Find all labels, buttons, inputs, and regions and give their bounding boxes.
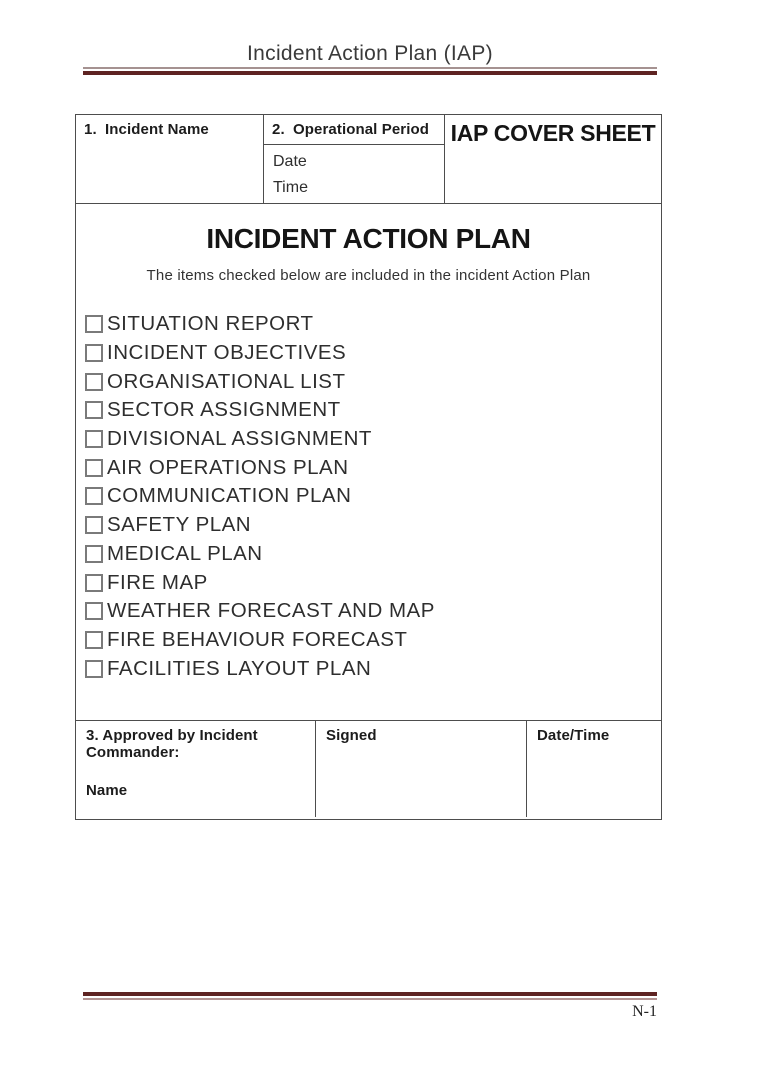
checklist-item-label: SITUATION REPORT bbox=[107, 312, 314, 336]
checklist-item-label: WEATHER FORECAST AND MAP bbox=[107, 599, 435, 623]
checkbox[interactable] bbox=[85, 430, 103, 448]
incident-name-number: 1. bbox=[84, 121, 97, 138]
checkbox[interactable] bbox=[85, 574, 103, 592]
approval-row bbox=[76, 720, 661, 817]
operational-period-cell bbox=[264, 115, 445, 203]
approved-by-label: 3. Approved by Incident Commander: bbox=[86, 727, 258, 761]
checklist-item bbox=[85, 511, 661, 540]
incident-name-cell bbox=[76, 115, 264, 203]
checklist-item bbox=[85, 540, 661, 569]
footer-rule bbox=[83, 992, 657, 1000]
checklist-item bbox=[85, 597, 661, 626]
checkbox[interactable] bbox=[85, 545, 103, 563]
name-label: Name bbox=[86, 782, 128, 799]
operational-period-text: Operational Period bbox=[293, 121, 429, 138]
operational-period-label bbox=[272, 121, 436, 138]
checklist-item bbox=[85, 626, 661, 655]
form-header-row bbox=[76, 115, 661, 203]
checkbox[interactable] bbox=[85, 660, 103, 678]
checklist-item bbox=[85, 453, 661, 482]
checklist-item-label: AIR OPERATIONS PLAN bbox=[107, 455, 349, 479]
checklist-item-label: INCIDENT OBJECTIVES bbox=[107, 341, 347, 365]
checkbox[interactable] bbox=[85, 631, 103, 649]
checklist-item bbox=[85, 425, 661, 454]
checklist-item-label: DIVISIONAL ASSIGNMENT bbox=[107, 427, 372, 451]
cover-sheet-title-cell bbox=[445, 115, 661, 203]
checklist-item-label: COMMUNICATION PLAN bbox=[107, 484, 352, 508]
header-rule-thin-line bbox=[83, 67, 657, 69]
checklist-item-label: FIRE BEHAVIOUR FORECAST bbox=[107, 627, 408, 651]
checkbox[interactable] bbox=[85, 315, 103, 333]
time-label: Time bbox=[273, 179, 308, 196]
incident-name-text: Incident Name bbox=[105, 121, 209, 138]
checklist-item-label: MEDICAL PLAN bbox=[107, 541, 263, 565]
plan-subtitle: The items checked below are included in the incident Action Plan bbox=[146, 267, 591, 284]
incident-name-label bbox=[84, 121, 255, 138]
signed-label: Signed bbox=[326, 727, 377, 744]
plan-title: INCIDENT ACTION PLAN bbox=[206, 223, 531, 254]
checklist-item bbox=[85, 654, 661, 683]
checklist-section bbox=[76, 203, 661, 720]
operational-period-dates bbox=[264, 145, 444, 205]
checkbox[interactable] bbox=[85, 373, 103, 391]
checklist-item bbox=[85, 310, 661, 339]
datetime-label: Date/Time bbox=[537, 727, 610, 744]
checklist-item bbox=[85, 367, 661, 396]
operational-period-number: 2. bbox=[272, 121, 285, 138]
checklist-item-label: SECTOR ASSIGNMENT bbox=[107, 398, 341, 422]
signed-cell bbox=[316, 721, 527, 817]
cover-sheet-title: IAP COVER SHEET bbox=[450, 120, 656, 146]
iap-cover-sheet-form bbox=[75, 114, 662, 820]
datetime-cell bbox=[527, 721, 661, 817]
page-number: N-1 bbox=[632, 1003, 657, 1020]
checklist bbox=[76, 310, 661, 683]
document-header-title: Incident Action Plan (IAP) bbox=[247, 42, 493, 65]
checklist-item-label: SAFETY PLAN bbox=[107, 513, 252, 537]
checkbox[interactable] bbox=[85, 459, 103, 477]
checklist-item bbox=[85, 568, 661, 597]
checkbox[interactable] bbox=[85, 602, 103, 620]
approved-by-cell bbox=[76, 721, 316, 817]
header-rule-thick-line bbox=[83, 71, 657, 75]
checklist-item bbox=[85, 339, 661, 368]
checkbox[interactable] bbox=[85, 344, 103, 362]
checkbox[interactable] bbox=[85, 487, 103, 505]
date-label: Date bbox=[273, 153, 307, 170]
footer-rule-thick-line bbox=[83, 992, 657, 996]
header-rule bbox=[83, 67, 657, 75]
checklist-item bbox=[85, 396, 661, 425]
checklist-item-label: ORGANISATIONAL LIST bbox=[107, 369, 346, 393]
checklist-item bbox=[85, 482, 661, 511]
checklist-item-label: FIRE MAP bbox=[107, 570, 208, 594]
checklist-item-label: FACILITIES LAYOUT PLAN bbox=[107, 656, 372, 680]
operational-period-header bbox=[264, 115, 444, 145]
checkbox[interactable] bbox=[85, 401, 103, 419]
footer-rule-thin-line bbox=[83, 998, 657, 1000]
checkbox[interactable] bbox=[85, 516, 103, 534]
